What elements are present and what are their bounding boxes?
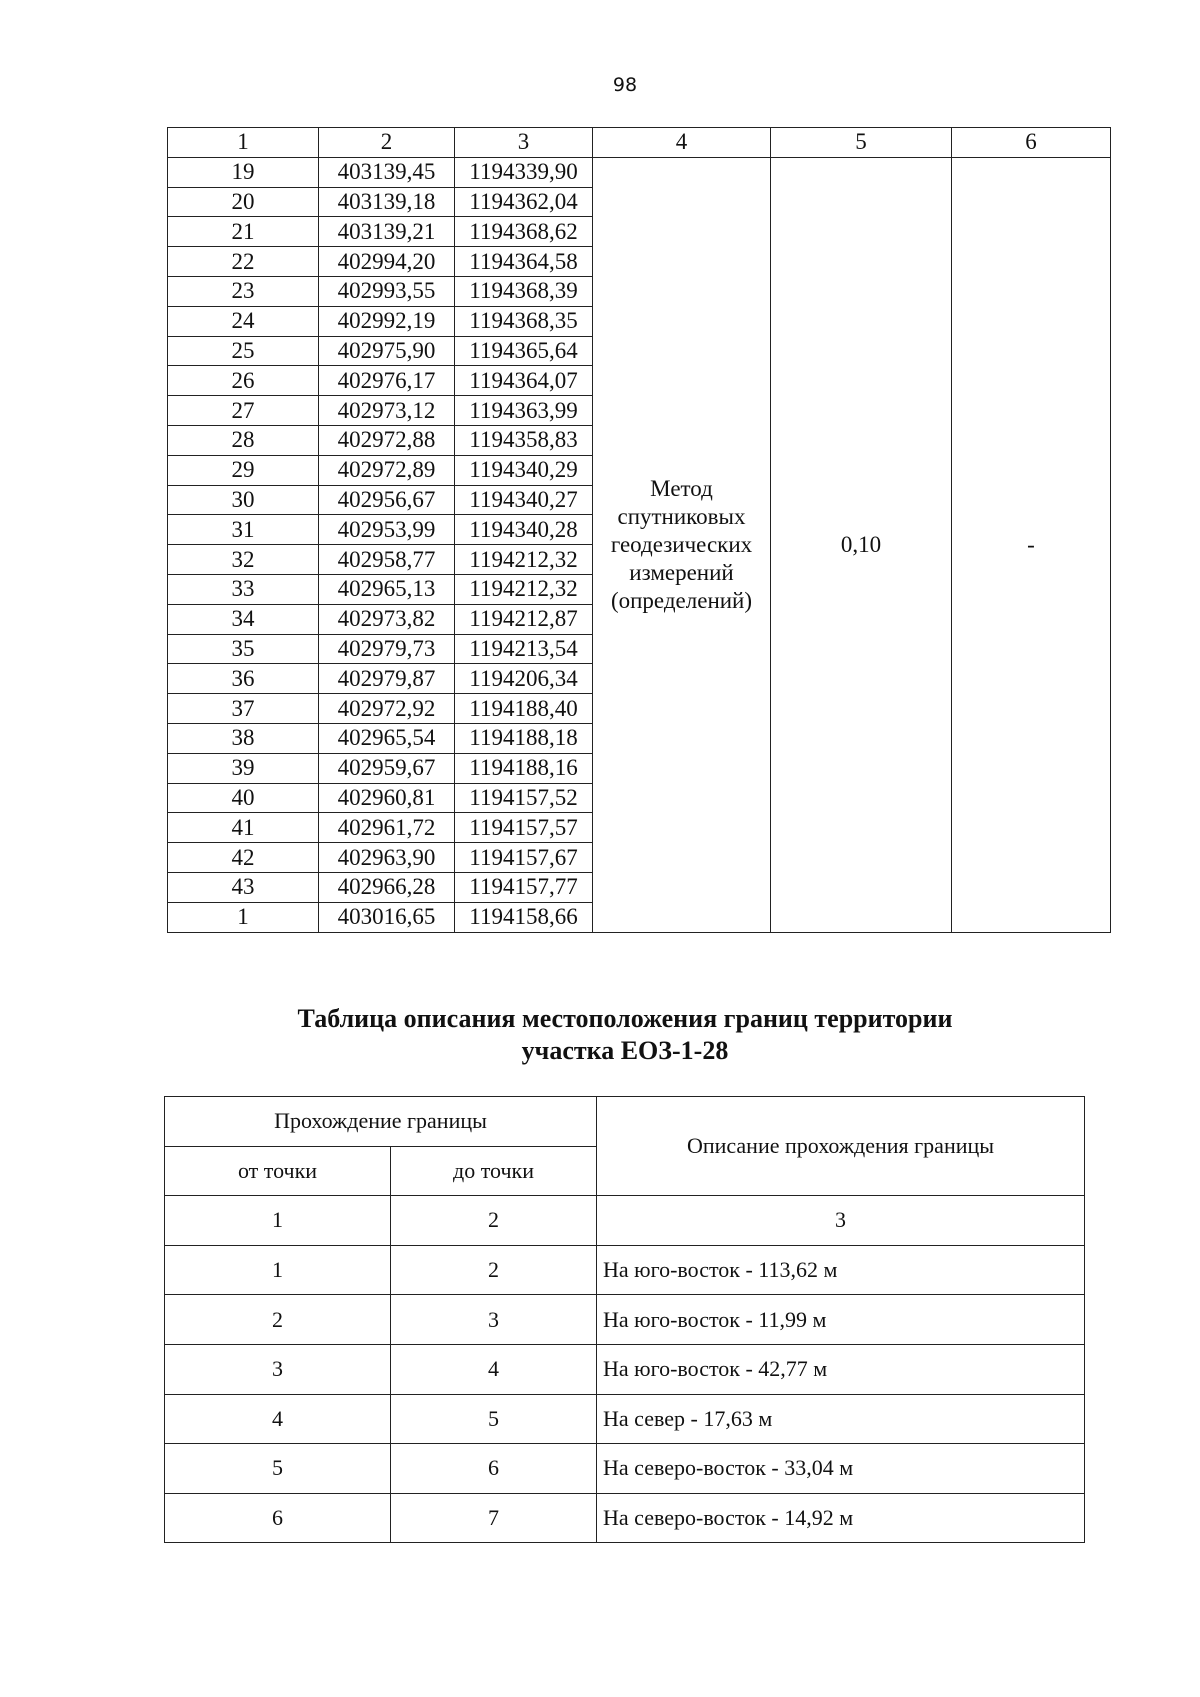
y-coordinate: 1194368,62 [455,217,593,247]
x-coordinate: 402956,67 [319,485,455,515]
y-coordinate: 1194368,39 [455,276,593,306]
y-coordinate: 1194212,32 [455,574,593,604]
from-point: 6 [165,1493,391,1543]
y-coordinate: 1194364,07 [455,366,593,396]
column-number: 2 [319,128,455,158]
table-title [150,1003,1100,1067]
y-coordinate: 1194188,18 [455,723,593,753]
point-number: 20 [168,187,319,217]
column-number: 3 [597,1196,1085,1246]
point-number: 40 [168,783,319,813]
to-point: 4 [391,1344,597,1394]
y-coordinate: 1194188,16 [455,753,593,783]
point-number: 19 [168,157,319,187]
point-number: 33 [168,574,319,604]
boundary-description-body [165,1097,1085,1543]
y-coordinate: 1194340,29 [455,455,593,485]
y-coordinate: 1194212,32 [455,545,593,575]
y-coordinate: 1194206,34 [455,664,593,694]
table-row [165,1344,1085,1394]
point-number: 37 [168,694,319,724]
to-point: 7 [391,1493,597,1543]
header-from-point: от точки [165,1146,391,1196]
y-coordinate: 1194340,28 [455,515,593,545]
point-number: 43 [168,872,319,902]
x-coordinate: 402973,82 [319,604,455,634]
point-number: 31 [168,515,319,545]
point-number: 42 [168,843,319,873]
x-coordinate: 402959,67 [319,753,455,783]
table-row [165,1394,1085,1444]
header-boundary-passage: Прохождение границы [165,1097,597,1147]
table-row [165,1295,1085,1345]
boundary-description: На север - 17,63 м [597,1394,1085,1444]
boundary-description: На северо-восток - 33,04 м [597,1444,1085,1494]
column-number: 5 [771,128,952,158]
x-coordinate: 402958,77 [319,545,455,575]
y-coordinate: 1194368,35 [455,306,593,336]
point-number: 36 [168,664,319,694]
point-number: 24 [168,306,319,336]
from-point: 5 [165,1444,391,1494]
point-number: 35 [168,634,319,664]
point-number: 32 [168,545,319,575]
point-number: 25 [168,336,319,366]
to-point: 3 [391,1295,597,1345]
coordinates-header-row [168,128,1111,158]
x-coordinate: 402972,92 [319,694,455,724]
x-coordinate: 402993,55 [319,276,455,306]
from-point: 4 [165,1394,391,1444]
column-6-value: - [952,157,1111,932]
x-coordinate: 402992,19 [319,306,455,336]
point-number: 34 [168,604,319,634]
x-coordinate: 403139,21 [319,217,455,247]
column-number: 1 [165,1196,391,1246]
point-number: 1 [168,902,319,932]
y-coordinate: 1194157,77 [455,872,593,902]
x-coordinate: 402976,17 [319,366,455,396]
y-coordinate: 1194213,54 [455,634,593,664]
from-point: 2 [165,1295,391,1345]
table-row [165,1245,1085,1295]
table-row [165,1444,1085,1494]
to-point: 2 [391,1245,597,1295]
x-coordinate: 402953,99 [319,515,455,545]
x-coordinate: 402979,87 [319,664,455,694]
accuracy-value: 0,10 [771,157,952,932]
x-coordinate: 402994,20 [319,247,455,277]
table-row [168,157,1111,187]
point-number: 30 [168,485,319,515]
to-point: 5 [391,1394,597,1444]
point-number: 21 [168,217,319,247]
y-coordinate: 1194158,66 [455,902,593,932]
y-coordinate: 1194364,58 [455,247,593,277]
point-number: 26 [168,366,319,396]
x-coordinate: 403139,45 [319,157,455,187]
x-coordinate: 402960,81 [319,783,455,813]
header-to-point: до точки [391,1146,597,1196]
y-coordinate: 1194212,87 [455,604,593,634]
page-number: 98 [612,74,638,96]
desc-numbering-row [165,1196,1085,1246]
table-title-line: Таблица описания местоположения границ территории [297,1004,953,1033]
boundary-description: На северо-восток - 14,92 м [597,1493,1085,1543]
from-point: 3 [165,1344,391,1394]
column-number: 1 [168,128,319,158]
point-number: 23 [168,276,319,306]
column-number: 4 [593,128,771,158]
x-coordinate: 402975,90 [319,336,455,366]
desc-header-row [165,1097,1085,1147]
column-number: 3 [455,128,593,158]
table-title-line: участка ЕОЗ-1-28 [521,1036,729,1065]
y-coordinate: 1194188,40 [455,694,593,724]
x-coordinate: 402973,12 [319,396,455,426]
point-number: 29 [168,455,319,485]
point-number: 41 [168,813,319,843]
point-number: 22 [168,247,319,277]
x-coordinate: 403139,18 [319,187,455,217]
x-coordinate: 402965,54 [319,723,455,753]
y-coordinate: 1194157,57 [455,813,593,843]
header-boundary-description: Описание прохождения границы [597,1097,1085,1196]
to-point: 6 [391,1444,597,1494]
from-point: 1 [165,1245,391,1295]
column-number: 2 [391,1196,597,1246]
point-number: 28 [168,425,319,455]
coordinates-body [168,157,1111,932]
x-coordinate: 402963,90 [319,843,455,873]
coordinates-table [167,127,1111,933]
point-number: 38 [168,723,319,753]
x-coordinate: 403016,65 [319,902,455,932]
point-number: 27 [168,396,319,426]
y-coordinate: 1194365,64 [455,336,593,366]
y-coordinate: 1194363,99 [455,396,593,426]
boundary-description: На юго-восток - 42,77 м [597,1344,1085,1394]
x-coordinate: 402972,89 [319,455,455,485]
point-number: 39 [168,753,319,783]
y-coordinate: 1194339,90 [455,157,593,187]
table-row [165,1493,1085,1543]
x-coordinate: 402966,28 [319,872,455,902]
x-coordinate: 402979,73 [319,634,455,664]
x-coordinate: 402961,72 [319,813,455,843]
x-coordinate: 402972,88 [319,425,455,455]
x-coordinate: 402965,13 [319,574,455,604]
y-coordinate: 1194157,52 [455,783,593,813]
boundary-description-table [164,1096,1085,1543]
measurement-method: Метод спутниковых геодезических измерений (определений) [593,157,771,932]
y-coordinate: 1194340,27 [455,485,593,515]
boundary-description: На юго-восток - 113,62 м [597,1245,1085,1295]
boundary-description: На юго-восток - 11,99 м [597,1295,1085,1345]
column-number: 6 [952,128,1111,158]
y-coordinate: 1194157,67 [455,843,593,873]
y-coordinate: 1194358,83 [455,425,593,455]
y-coordinate: 1194362,04 [455,187,593,217]
